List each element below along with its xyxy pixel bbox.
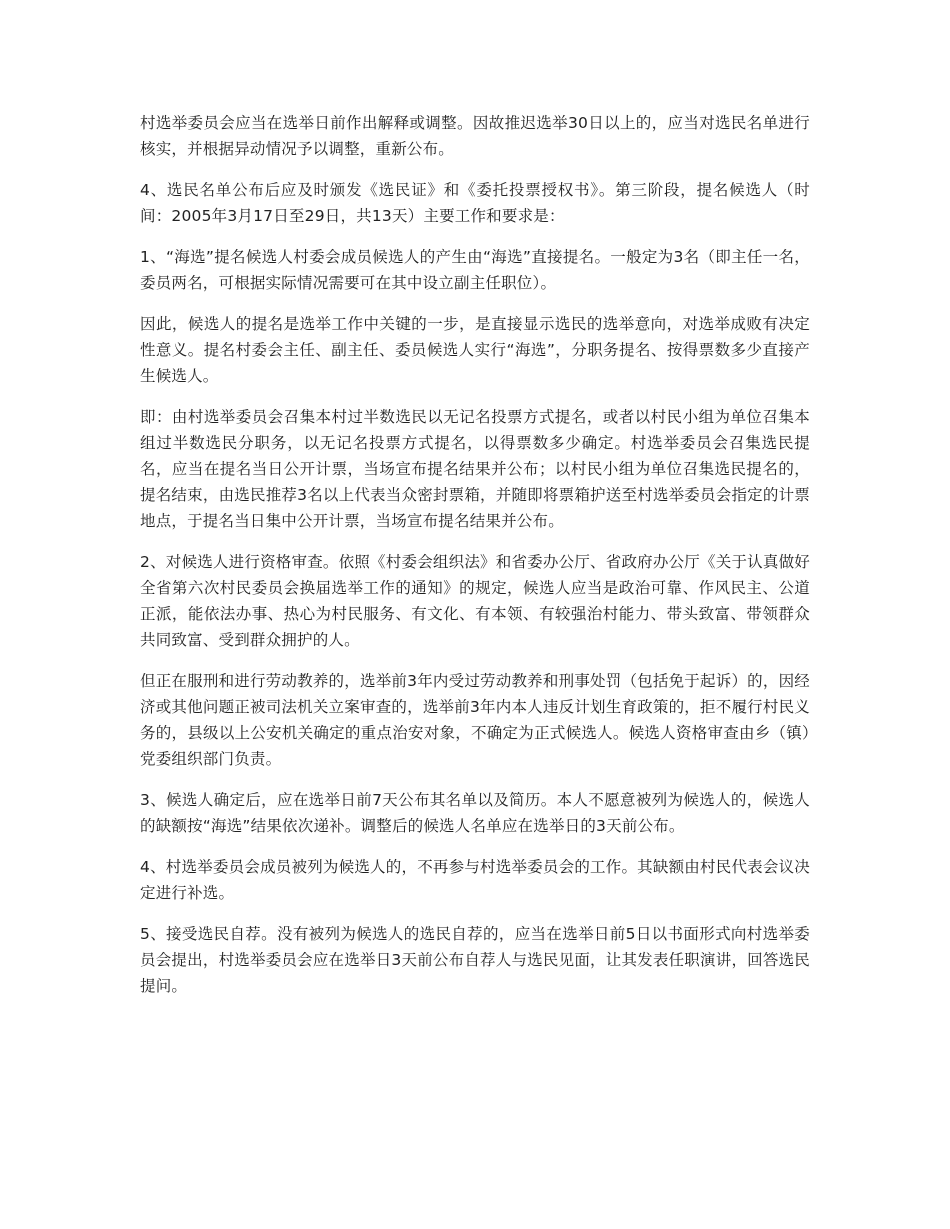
document-body bbox=[140, 110, 810, 1014]
paragraph-3: 1、“海选”提名候选人村委会成员候选人的产生由“海选”直接提名。一般定为3名（即主任一名，委员两名，可根据实际情况需要可在其中设立副主任职位）。 bbox=[140, 248, 810, 292]
paragraph-6: 2、对候选人进行资格审查。依照《村委会组织法》和省委办公厅、省政府办公厅《关于认真做好全省第六次村民委员会换届选举工作的通知》的规定，候选人应当是政治可靠、作风民主、公道正派，能依法办事、热心为村民服务、有文化、有本领、有较强治村能力、带头致富、带领群众共同致富、受到群众拥护的人。 bbox=[140, 553, 810, 649]
paragraph-1: 村选举委员会应当在选举日前作出解释或调整。因故推迟选举30日以上的，应当对选民名单进行核实，并根据异动情况予以调整，重新公布。 bbox=[140, 114, 810, 158]
paragraph-7: 但正在服刑和进行劳动教养的，选举前3年内受过劳动教养和刑事处罚（包括免于起诉）的，因经济或其他问题正被司法机关立案审查的，选举前3年内本人违反计划生育政策的，拒不履行村民义务的，县级以上公安机关确定的重点治安对象，不确定为正式候选人。候选人资格审查由乡（镇）党委组织部门负责。 bbox=[140, 672, 810, 768]
paragraph-5: 即：由村选举委员会召集本村过半数选民以无记名投票方式提名，或者以村民小组为单位召集本组过半数选民分职务，以无记名投票方式提名，以得票数多少确定。村选举委员会召集选民提名，应当在提名当日公开计票，当场宣布提名结果并公布；以村民小组为单位召集选民提名的，提名结束，由选民推荐3名以上代表当众密封票箱，并随即将票箱护送至村选举委员会指定的计票地点，于提名当日集中公开计票，当场宣布提名结果并公布。 bbox=[140, 408, 810, 530]
paragraph-9: 4、村选举委员会成员被列为候选人的，不再参与村选举委员会的工作。其缺额由村民代表会议决定进行补选。 bbox=[140, 858, 810, 902]
paragraph-4: 因此，候选人的提名是选举工作中关键的一步，是直接显示选民的选举意向，对选举成败有决定性意义。提名村委会主任、副主任、委员候选人实行“海选”，分职务提名、按得票数多少直接产生候选人。 bbox=[140, 315, 810, 385]
paragraph-10: 5、接受选民自荐。没有被列为候选人的选民自荐的，应当在选举日前5日以书面形式向村选举委员会提出，村选举委员会应在选举日3天前公布自荐人与选民见面，让其发表任职演讲，回答选民提问。 bbox=[140, 925, 810, 995]
paragraph-2: 4、选民名单公布后应及时颁发《选民证》和《委托投票授权书》。第三阶段，提名候选人（时间：2005年3月17日至29日，共13天）主要工作和要求是： bbox=[140, 181, 810, 225]
paragraph-8: 3、候选人确定后，应在选举日前7天公布其名单以及简历。本人不愿意被列为候选人的，候选人的缺额按“海选”结果依次递补。调整后的候选人名单应在选举日的3天前公布。 bbox=[140, 791, 810, 835]
